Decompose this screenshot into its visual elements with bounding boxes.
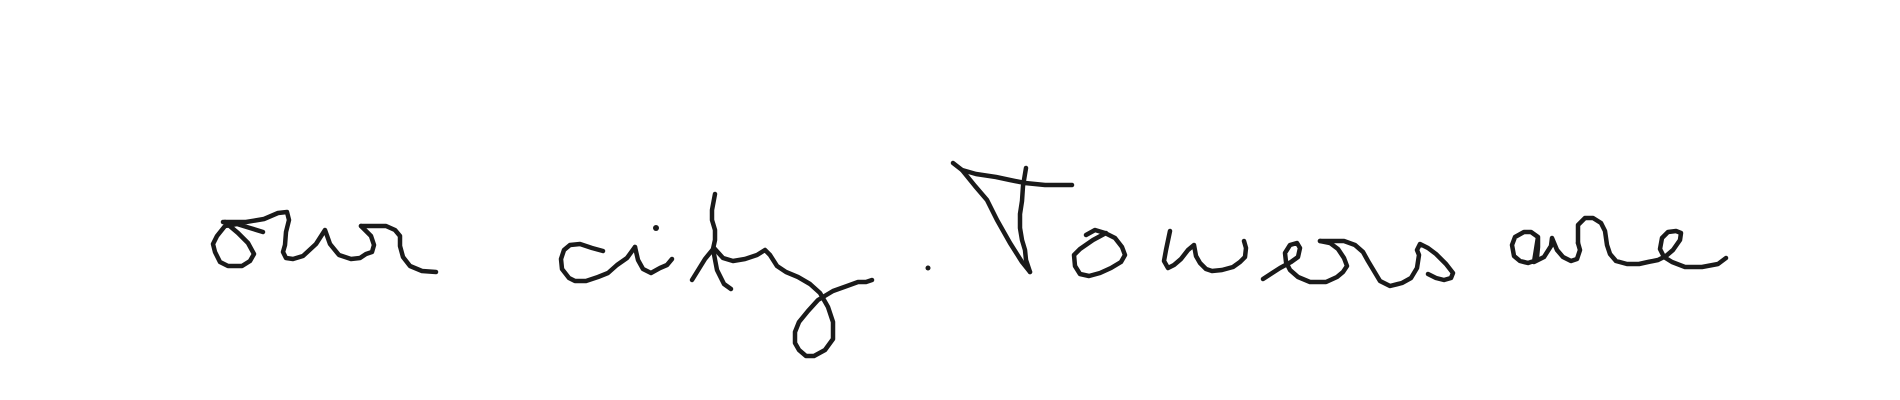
stroke-r xyxy=(1320,241,1453,286)
stroke-e xyxy=(1263,241,1347,282)
word-city xyxy=(561,194,931,356)
stroke-t xyxy=(712,194,731,289)
stroke-u xyxy=(223,212,374,259)
stroke-y xyxy=(692,248,872,356)
period-dot xyxy=(926,266,931,271)
stroke-w xyxy=(1164,231,1246,271)
word-our xyxy=(213,212,436,272)
word-towers xyxy=(953,163,1453,286)
stroke-i xyxy=(635,247,672,273)
stroke-e xyxy=(1660,231,1726,267)
stroke-r xyxy=(1578,218,1666,264)
stroke-o xyxy=(213,222,263,266)
word-are xyxy=(1512,218,1726,267)
stroke-o xyxy=(1074,230,1125,276)
stroke-i-dot xyxy=(653,225,659,231)
stroke-a xyxy=(1512,232,1580,263)
stroke-c xyxy=(561,244,635,281)
